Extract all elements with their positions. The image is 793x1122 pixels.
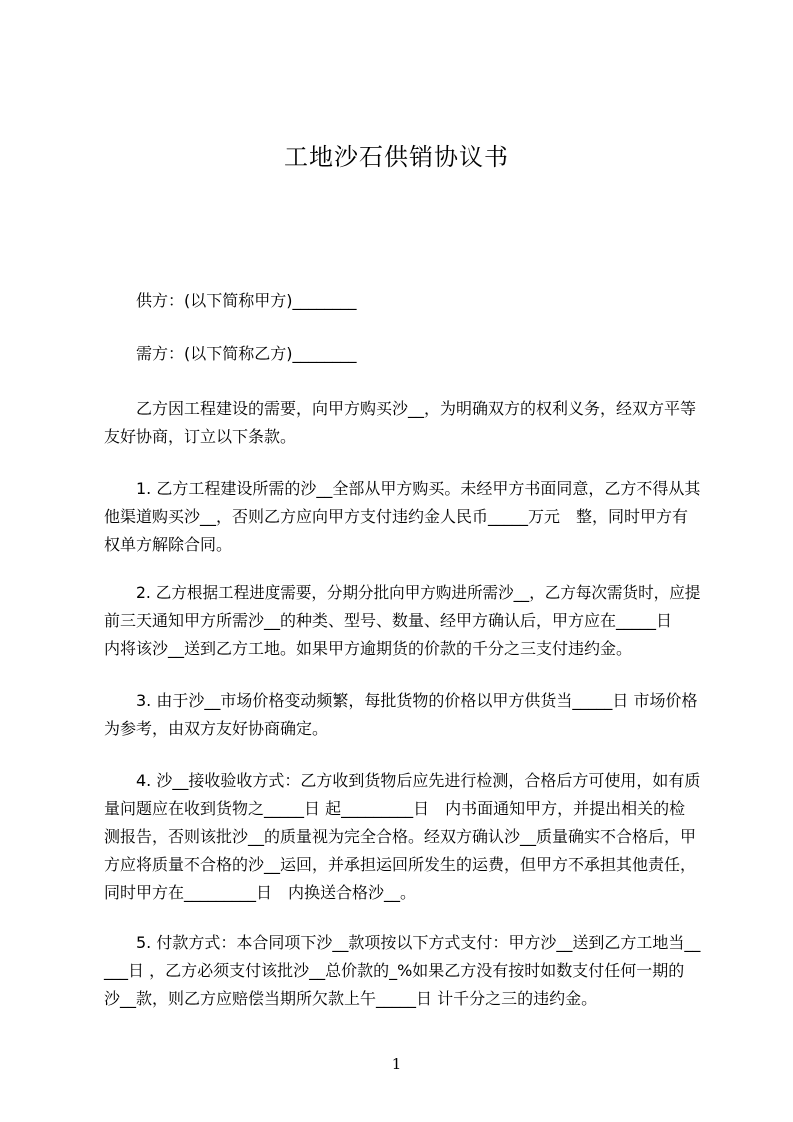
paragraph-line: 5. 付款方式：本合同项下沙__款项按以下方式支付：甲方沙__送到乙方工地当__ [136,933,701,952]
paragraph-line: 友好协商，订立以下条款。 [104,427,297,446]
paragraph-line: 乙方因工程建设的需要，向甲方购买沙__，为明确双方的权利义务，经双方平等 [136,399,697,418]
page-number: 1 [391,1055,402,1073]
paragraph-line: 量问题应在收到货物之_____日 起_________日 内书面通知甲方，并提出相关的检 [104,799,686,818]
paragraph-line: 为参考，由双方友好协商确定。 [104,719,329,738]
paragraph-line: 1. 乙方工程建设所需的沙__全部从甲方购买。未经甲方书面同意，乙方不得从其 [136,479,701,498]
supplier-line: 供方：(以下简称甲方)________ [136,291,357,310]
document-title: 工地沙石供销协议书 [284,143,509,171]
paragraph-line: 沙__款，则乙方应赔偿当期所欠款上午_____日 计千分之三的违约金。 [104,989,598,1008]
paragraph-line: 同时甲方在_________日 内换送合格沙__。 [104,883,417,902]
paragraph-line: 3. 由于沙__市场价格变动频繁，每批货物的价格以甲方供货当_____日 市场价格 [136,691,698,710]
paragraph-line: 4. 沙__接收验收方式：乙方收到货物后应先进行检测，合格后方可使用，如有质 [136,771,701,790]
paragraph-line: 他渠道购买沙__，否则乙方应向甲方支付违约金人民币_____万元 整，同时甲方有 [104,507,689,526]
paragraph-line: 内将该沙__送到乙方工地。如果甲方逾期货的价款的千分之三支付违约金。 [104,639,633,658]
paragraph-line: 方应将质量不合格的沙__运回，并承担运回所发生的运费，但甲方不承担其他责任， [104,855,697,874]
paragraph-line: ___日 ，乙方必须支付该批沙__总价款的_%如果乙方没有按时如数支付任何一期的 [104,961,685,980]
paragraph-line: 前三天通知甲方所需沙__的种类、型号、数量、经甲方确认后，甲方应在_____日 [104,611,673,630]
buyer-line: 需方：(以下简称乙方)________ [136,344,357,363]
paragraph-line: 权单方解除合同。 [104,535,233,554]
paragraph-line: 测报告，否则该批沙__的质量视为完全合格。经双方确认沙__质量确实不合格后，甲 [104,827,697,846]
paragraph-line: 2. 乙方根据工程进度需要，分期分批向甲方购进所需沙__，乙方每次需货时，应提 [136,583,701,602]
